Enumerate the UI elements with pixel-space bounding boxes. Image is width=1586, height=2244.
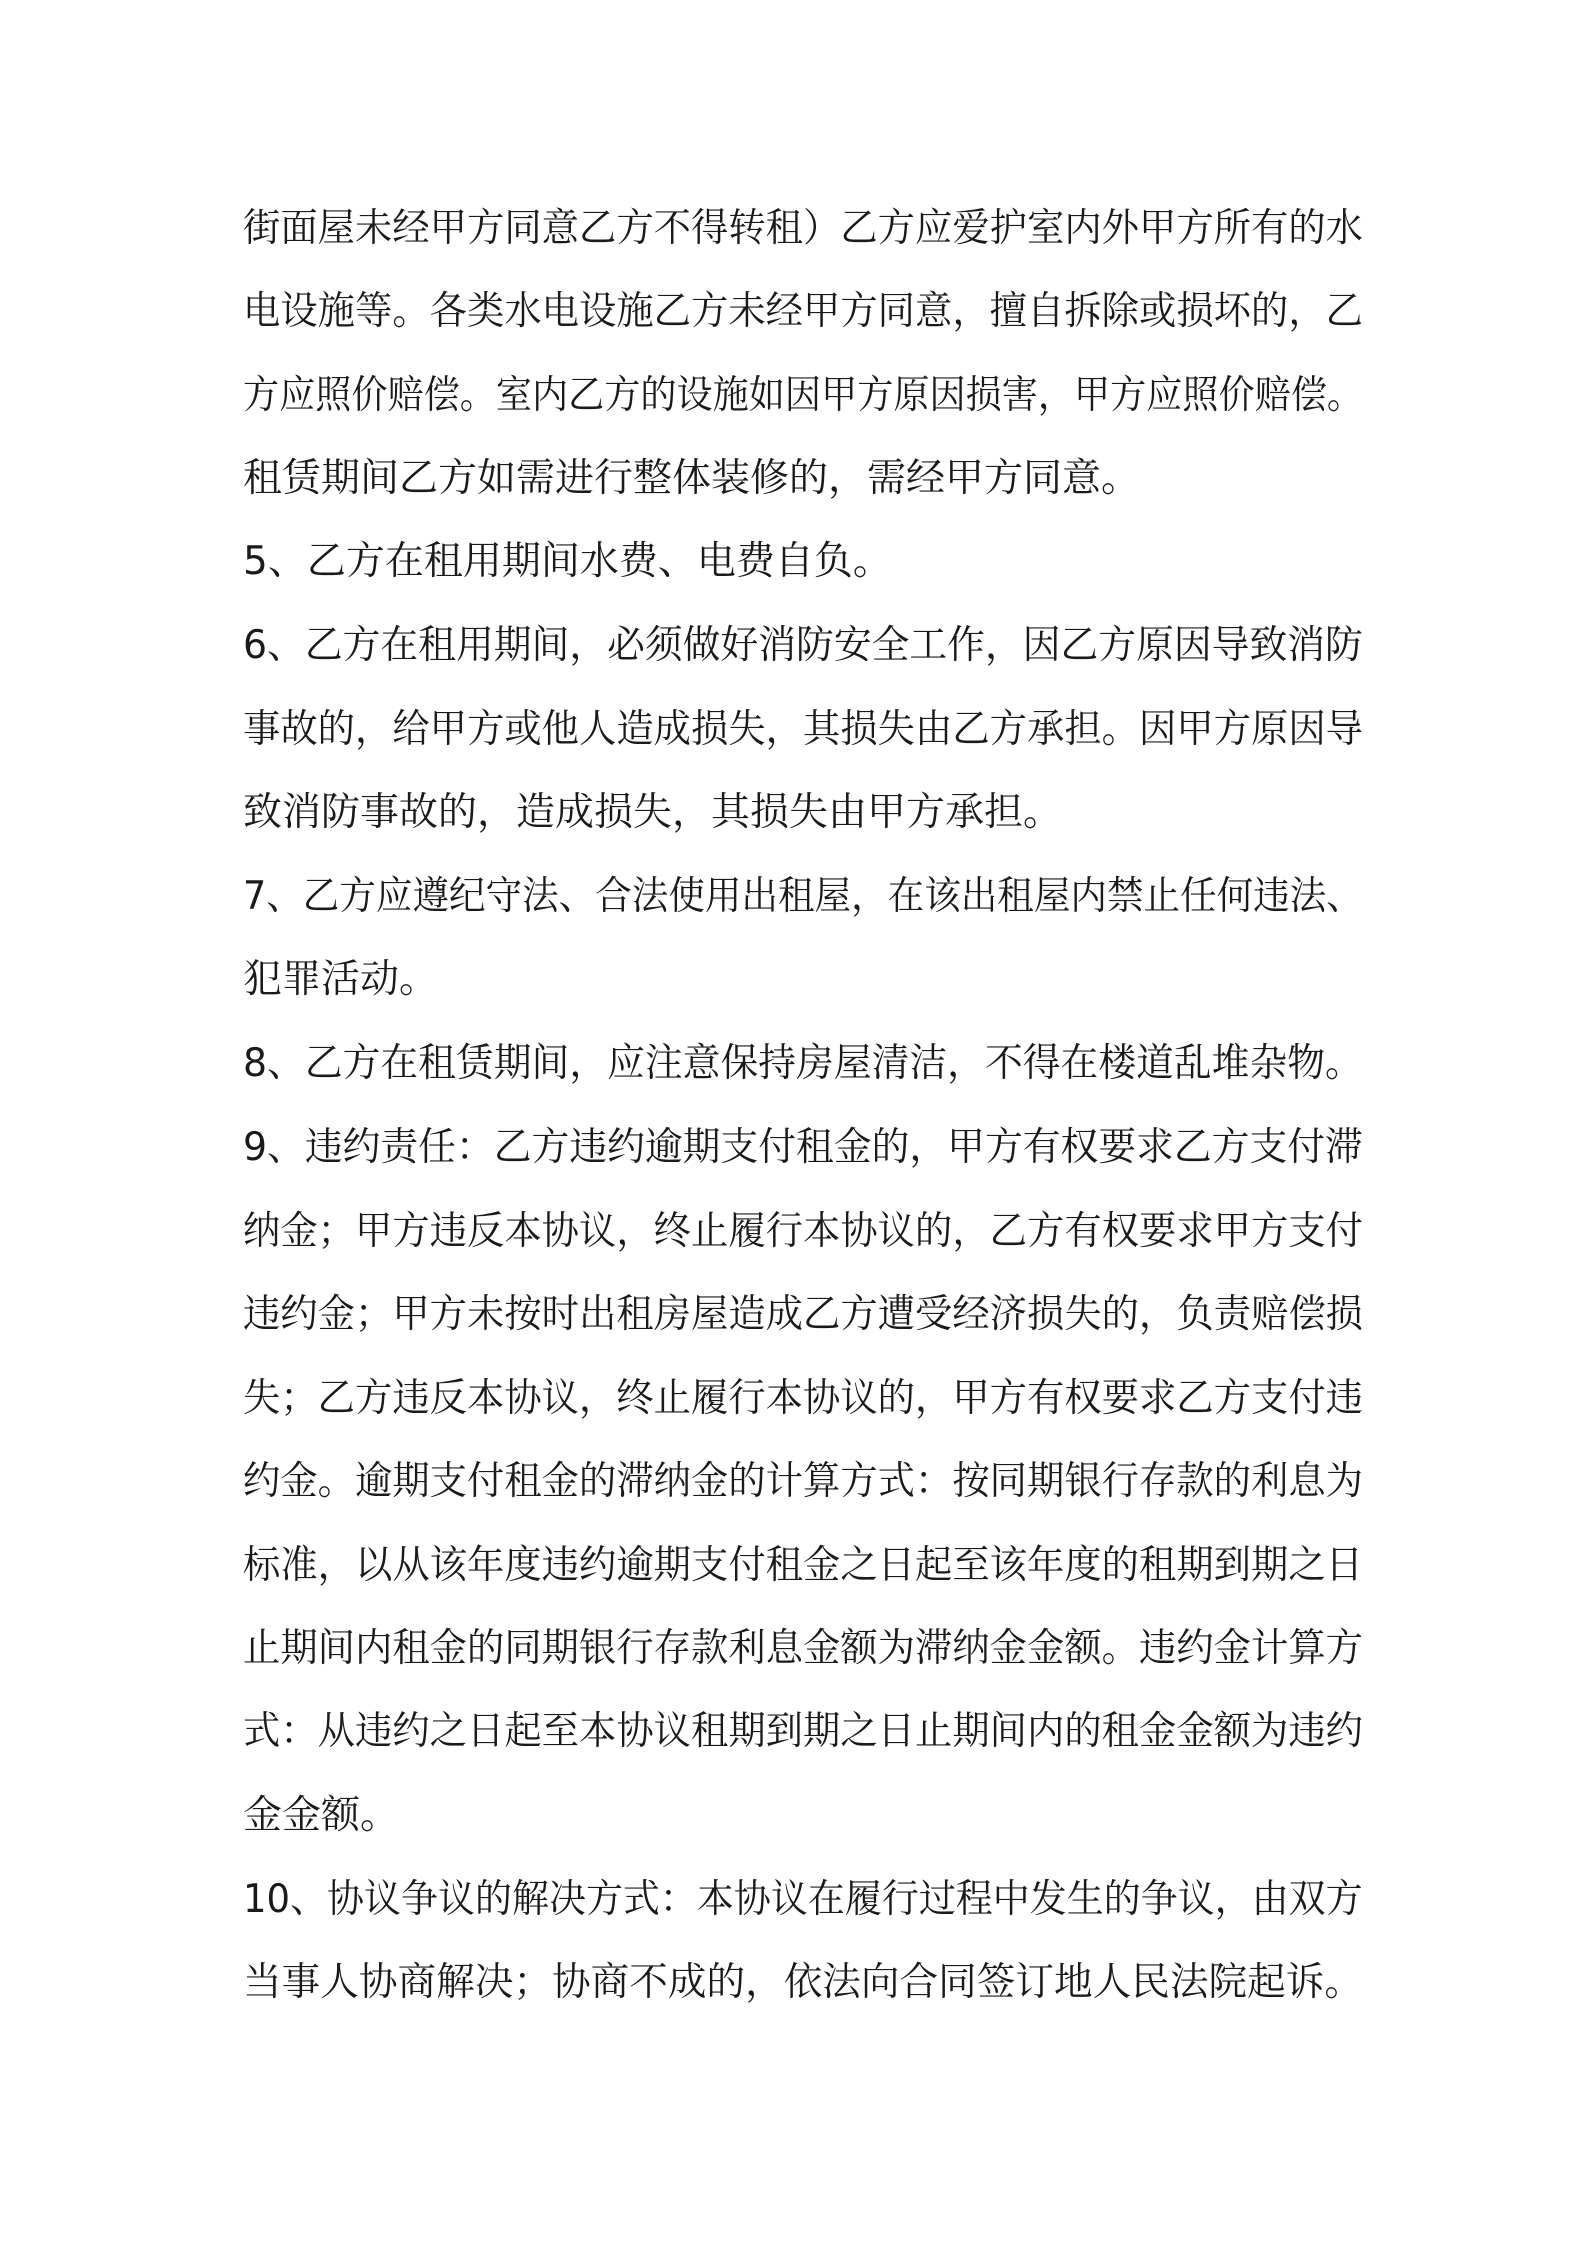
text-line: 9、违约责任：乙方违约逾期支付租金的，甲方有权要求乙方支付滞 [243,1125,1363,1170]
text-line: 失；乙方违反本协议，终止履行本协议的，甲方有权要求乙方支付违 [243,1376,1364,1421]
text-line: 式：从违约之日起至本协议租期到期之日止期间内的租金金额为违约 [243,1709,1364,1754]
text-line: 6、乙方在租用期间，必须做好消防安全工作，因乙方原因导致消防 [243,623,1363,668]
text-line: 纳金；甲方违反本协议，终止履行本协议的，乙方有权要求甲方支付 [243,1209,1364,1254]
text-line: 8、乙方在租赁期间，应注意保持房屋清洁，不得在楼道乱堆杂物。 [243,1041,1363,1086]
text-line: 犯罪活动。 [243,957,439,1002]
text-line: 事故的，给甲方或他人造成损失，其损失由乙方承担。因甲方原因导 [243,707,1364,752]
text-line: 止期间内租金的同期银行存款利息金额为滞纳金金额。违约金计算方 [243,1626,1364,1671]
text-line: 10、协议争议的解决方式：本协议在履行过程中发生的争议，由双方 [243,1877,1363,1922]
text-line: 街面屋未经甲方同意乙方不得转租）乙方应爱护室内外甲方所有的水 [243,206,1364,251]
text-line: 金金额。 [243,1793,400,1838]
text-line: 约金。逾期支付租金的滞纳金的计算方式：按同期银行存款的利息为 [243,1459,1364,1504]
text-line: 违约金；甲方未按时出租房屋造成乙方遭受经济损失的，负责赔偿损 [243,1292,1364,1337]
text-line: 当事人协商解决；协商不成的，依法向合同签订地人民法院起诉。 [243,1960,1364,2005]
text-line: 5、乙方在租用期间水费、电费自负。 [243,539,892,584]
text-line: 7、乙方应遵纪守法、合法使用出租屋，在该出租屋内禁止任何违法、 [243,874,1363,919]
text-line: 致消防事故的，造成损失，其损失由甲方承担。 [243,790,1063,835]
text-line: 租赁期间乙方如需进行整体装修的，需经甲方同意。 [243,456,1141,501]
text-line: 电设施等。各类水电设施乙方未经甲方同意，擅自拆除或损坏的，乙 [243,289,1364,334]
text-line: 方应照价赔偿。室内乙方的设施如因甲方原因损害，甲方应照价赔偿。 [243,373,1364,418]
text-line: 标准，以从该年度违约逾期支付租金之日起至该年度的租期到期之日 [243,1543,1364,1588]
